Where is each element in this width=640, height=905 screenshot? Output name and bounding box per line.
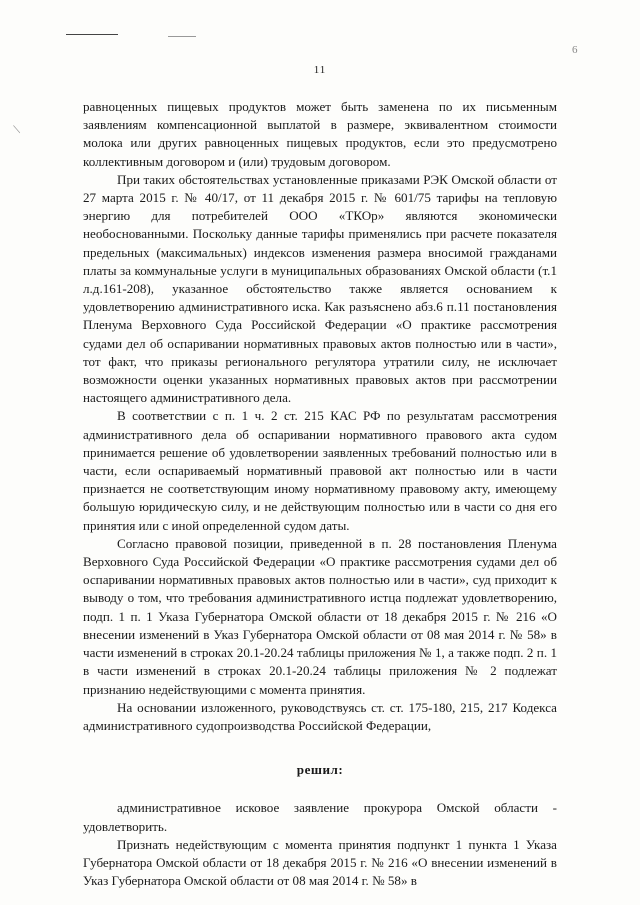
paragraph: В соответствии с п. 1 ч. 2 ст. 215 КАС РФ по результатам рассмотрения административного дела об оспаривании нормативного правового акта судом принимается решение об удовлетворении заявленных требований полностью или в части, если оспариваемый нормативный правовой акт полностью или в части признается не соответствующим иному нормативному правовому акту, имеющему большую юридическую силу, и не действующим полностью или в части со дня его принятия или с иной определенной судом даты. [83,408,557,533]
paragraph: Согласно правовой позиции, приведенной в п. 28 постановления Пленума Верховного Суда Российской Федерации «О практике рассмотрения судами дел об оспаривании нормативных правовых актов полностью или в части», суд приходит к выводу о том, что требования административного истца подлежат удовлетворению, подп. 1 п. 1 Указа Губернатора Омской области от 18 декабря 2015 г. № 216 «О внесении изменений в Указ Губернатора Омской области от 08 мая 2014 г. № 58» в части изменений в строках 20.1-20.24 таблицы приложения № 1, а также подп. 2 п. 1 в части изменений в строках 20.1-20.24 таблицы приложения № 2 подлежат признанию недействующими с момента принятия. [83,535,557,697]
paragraph: равноценных пищевых продуктов может быть заменена по их письменным заявлениям компенсационной выплатой в размере, эквивалентном стоимости молока или других равноценных пищевых продуктов, если это предусмотрено коллективным договором и (или) трудовым договором. [83,99,557,169]
document-body [83,98,557,890]
scan-artifact-line [66,34,118,35]
page-number: 11 [313,64,327,76]
scan-artifact-line [168,36,196,37]
corner-mark: 6 [572,44,578,56]
paragraph: При таких обстоятельствах установленные приказами РЭК Омской области от 27 марта 2015 г. № 40/17, от 11 декабря 2015 г. № 601/75 тарифы на тепловую энергию для потребителей ООО «ТКОр» являются экономически необоснованными. Поскольку данные тарифы применялись при расчете показателя предельных (максимальных) индексов изменения размера вносимой гражданами платы за коммунальные услуги в муниципальных образованиях Омской области (т.1 л.д.161-208), указанное обстоятельство также является основанием к удовлетворению административного иска. Как разъяснено абз.6 п.11 постановления Пленума Верховного Суда Российской Федерации «О практике рассмотрения судами дел об оспаривании нормативных правовых актов полностью или в части», тот факт, что приказы регионального регулятора утратили силу, не исключает возможности оценки указанных нормативных правовых актов при рассмотрении настоящего административного дела. [83,171,557,406]
paragraph: На основании изложенного, руководствуясь ст. ст. 175-180, 215, 217 Кодекса административного судопроизводства Российской Федерации, [83,699,557,733]
resolution-paragraph: Признать недействующим с момента принятия подпункт 1 пункта 1 Указа Губернатора Омской области от 18 декабря 2015 г. № 216 «О внесении изменений в Указ Губернатора Омской области от 08 мая 2014 г. № 58» в [83,836,557,889]
margin-mark: / [10,124,25,136]
resolution-paragraph: административное исковое заявление прокурора Омской области - удовлетворить. [83,800,557,834]
resolution-heading: решил: [296,762,344,778]
